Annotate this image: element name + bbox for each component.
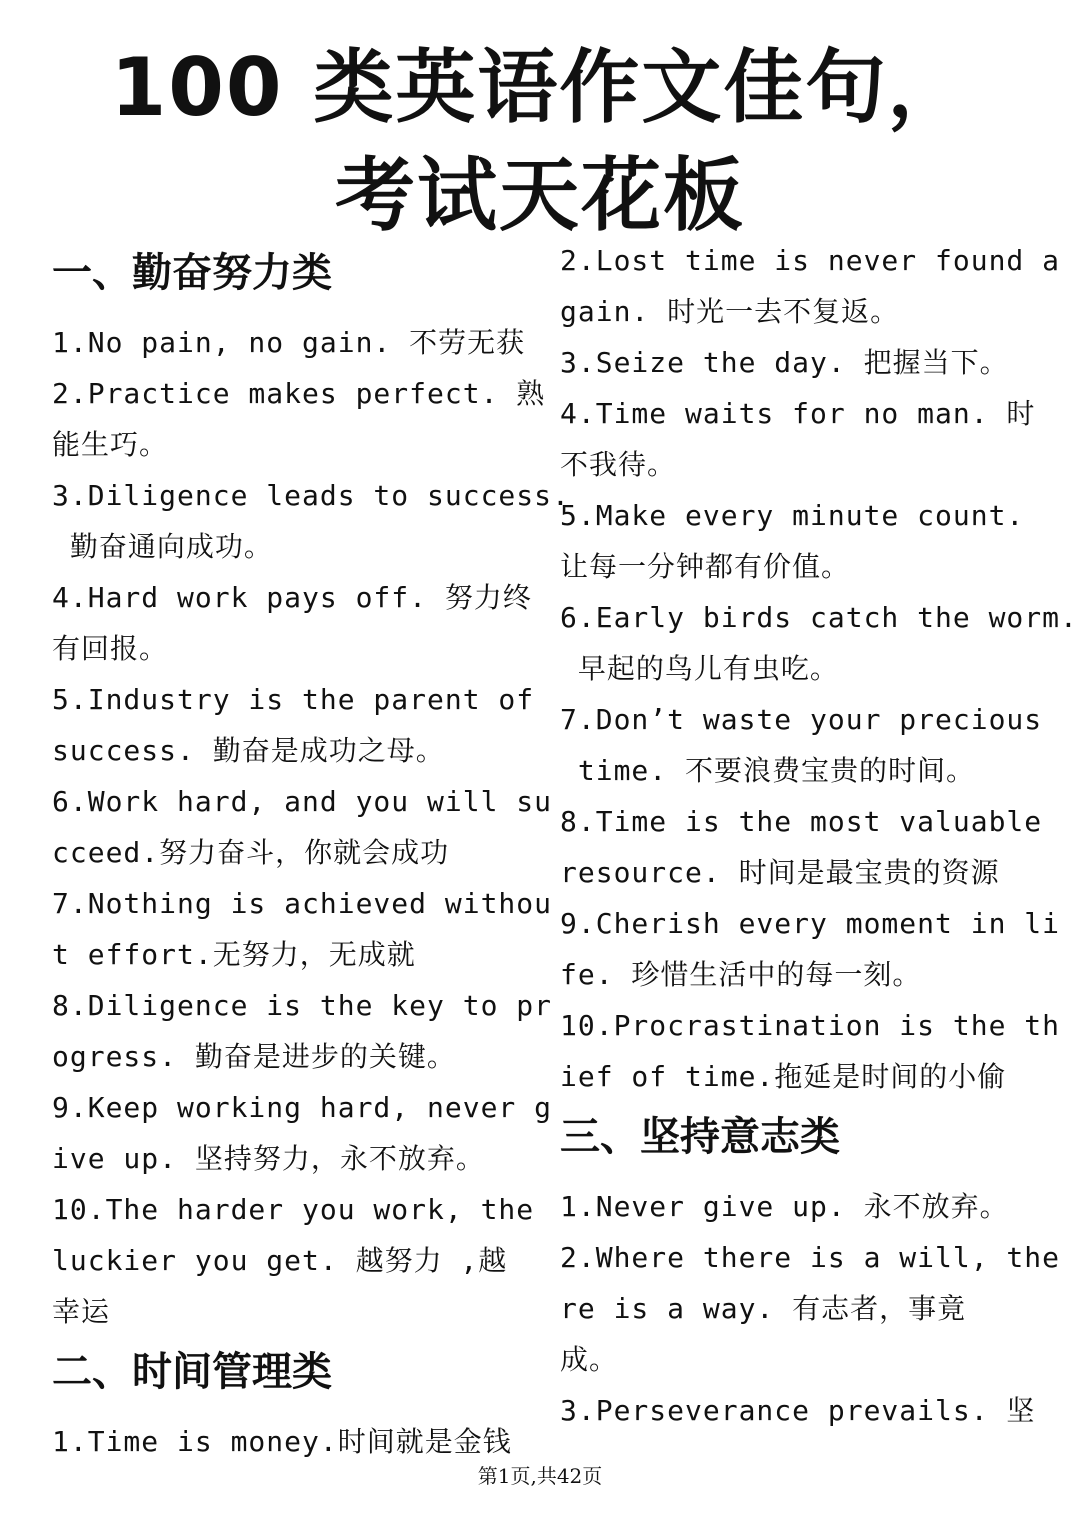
sentence-line: 早起的鸟儿有虫吃。 xyxy=(560,652,839,685)
sentence-line: gain. 时光一去不复返。 xyxy=(560,295,900,328)
sentence-line: 4.Hard work pays off. 努力终 xyxy=(52,581,532,614)
sentence-line: 能生巧。 xyxy=(52,428,169,461)
sentence-line: 8.Diligence is the key to pr xyxy=(52,989,553,1022)
sentence-line: luckier you get. 越努力 ,越 xyxy=(52,1244,508,1277)
sentence-line: fe. 珍惜生活中的每一刻。 xyxy=(560,958,922,991)
sentence-line: 有回报。 xyxy=(52,632,169,665)
sentence-line: success. 勤奋是成功之母。 xyxy=(52,734,445,767)
sentence-line: 6.Early birds catch the worm. xyxy=(560,601,1078,634)
sentence-line: resource. 时间是最宝贵的资源 xyxy=(560,856,1000,889)
section-heading: 三、坚持意志类 xyxy=(560,1114,840,1160)
sentence-line: 7.Don’t waste your precious xyxy=(560,703,1043,736)
sentence-line: 2.Practice makes perfect. 熟 xyxy=(52,377,546,410)
sentence-line: ief of time.拖延是时间的小偷 xyxy=(560,1060,1007,1093)
sentence-line: 2.Lost time is never found a xyxy=(560,244,1061,277)
sentence-line: re is a way. 有志者，事竟 xyxy=(560,1292,967,1325)
section-heading: 一、勤奋努力类 xyxy=(52,250,332,296)
sentence-line: 5.Industry is the parent of xyxy=(52,683,535,716)
sentence-line: 8.Time is the most valuable xyxy=(560,805,1043,838)
sentence-line: 10.Procrastination is the th xyxy=(560,1009,1061,1042)
sentence-line: 2.Where there is a will, the xyxy=(560,1241,1061,1274)
sentence-line: 幸运 xyxy=(52,1295,111,1328)
sentence-line: 3.Diligence leads to success. xyxy=(52,479,570,512)
sentence-line: 10.The harder you work, the xyxy=(52,1193,535,1226)
sentence-line: 3.Seize the day. 把握当下。 xyxy=(560,346,1009,379)
page-title-line-2: 考试天花板 xyxy=(335,149,745,242)
page-title-line-1: 100 类英语作文佳句， xyxy=(110,41,970,134)
sentence-line: 6.Work hard, and you will su xyxy=(52,785,553,818)
sentence-line: 勤奋通向成功。 xyxy=(52,530,273,563)
sentence-line: 9.Cherish every moment in li xyxy=(560,907,1061,940)
sentence-line: 成。 xyxy=(560,1343,619,1376)
sentence-line: 9.Keep working hard, never g xyxy=(52,1091,553,1124)
sentence-line: 不我待。 xyxy=(560,448,677,481)
sentence-line: 1.Never give up. 永不放弃。 xyxy=(560,1190,1009,1223)
sentence-line: 4.Time waits for no man. 时 xyxy=(560,397,1036,430)
sentence-line: 7.Nothing is achieved withou xyxy=(52,887,553,920)
sentence-line: cceed.努力奋斗，你就会成功 xyxy=(52,836,450,869)
sentence-line: 1.No pain, no gain. 不劳无获 xyxy=(52,326,526,359)
page-number-footer: 第1页,共42页 xyxy=(477,1464,603,1488)
sentence-line: 3.Perseverance prevails. 坚 xyxy=(560,1394,1036,1427)
sentence-line: ive up. 坚持努力，永不放弃。 xyxy=(52,1142,485,1175)
sentence-line: 5.Make every minute count. xyxy=(560,499,1025,532)
section-heading: 二、时间管理类 xyxy=(52,1349,332,1395)
sentence-line: t effort.无努力，无成就 xyxy=(52,938,416,971)
sentence-line: ogress. 勤奋是进步的关键。 xyxy=(52,1040,456,1073)
sentence-line: 让每一分钟都有价值。 xyxy=(560,550,851,583)
sentence-line: time. 不要浪费宝贵的时间。 xyxy=(560,754,976,787)
sentence-line: 1.Time is money.时间就是金钱 xyxy=(52,1425,512,1458)
